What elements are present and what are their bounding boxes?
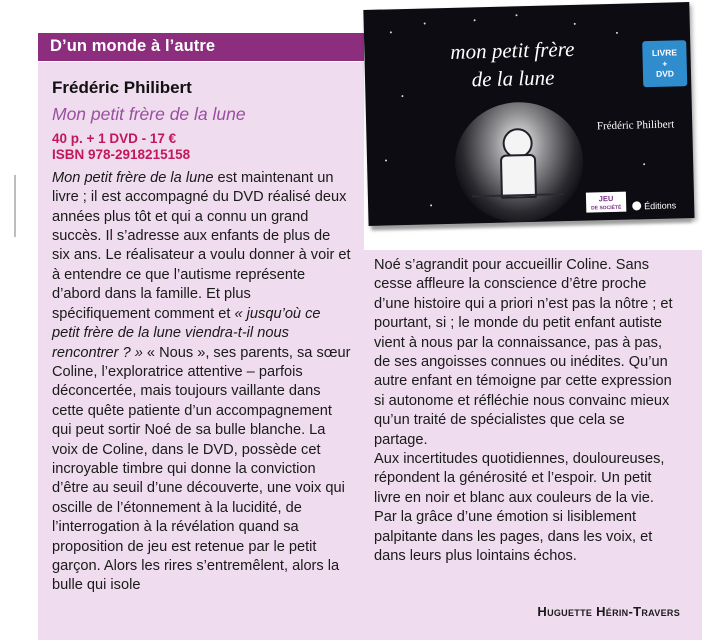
article-body-left bbox=[52, 169, 352, 596]
cover-title-line1: mon petit frère bbox=[450, 36, 575, 64]
cover-author: Frédéric Philibert bbox=[596, 118, 675, 133]
star-icon bbox=[430, 204, 432, 206]
badge-line-3: DVD bbox=[655, 68, 675, 80]
left-column bbox=[52, 78, 352, 596]
logo-jeu-line2: DE SOCIÉTÉ bbox=[591, 204, 622, 212]
star-icon bbox=[385, 159, 387, 161]
body-italic-title: Mon petit frère de la lune bbox=[52, 169, 214, 186]
cover-title bbox=[412, 34, 613, 96]
star-icon bbox=[574, 23, 576, 25]
cover-front bbox=[363, 2, 694, 226]
isbn-line: ISBN 978-2918215158 bbox=[52, 146, 191, 162]
publisher-logo-jeu bbox=[586, 192, 626, 213]
body-italic-quote: « jusqu’où ce petit frère de la lune viendra-t-il nous rencontrer ? » bbox=[52, 305, 321, 361]
right-column bbox=[374, 256, 680, 567]
section-header-label: D’un monde à l’autre bbox=[50, 37, 216, 55]
margin-rule bbox=[14, 175, 16, 237]
star-icon bbox=[616, 32, 618, 34]
editions-dot-icon bbox=[632, 201, 641, 210]
star-icon bbox=[401, 95, 403, 97]
star-icon bbox=[515, 14, 517, 16]
book-author: Frédéric Philibert bbox=[52, 78, 192, 97]
editions-label: Éditions bbox=[644, 200, 677, 212]
logo-jeu-line1: JEU bbox=[598, 193, 614, 204]
star-icon bbox=[390, 31, 392, 33]
cover-title-line2: de la lune bbox=[471, 65, 555, 92]
article-body-right-2: Aux incertitudes quotidiennes, douloureuses, répondent la générosité et l’espoir. Un petit livre en noir et blanc aux couleurs de la vie. Par la grâce d’une émotion si lisiblement palpitante dans les pages, dans les voix, et dans leurs plus lointains échos. bbox=[374, 451, 665, 565]
badge-line-2: + bbox=[662, 58, 668, 69]
body-text-2: « Nous », ses parents, sa sœur Coline, l’exploratrice attentive – parfois déconcertée, mais toujours vaillante dans cette quête patiente d’un accompagnement qui peut sortir Noé de sa bulle blanche. La voix de Coline, dans le DVD, possède cet incroyable timbre qui donne la conviction d’être au seuil d’une découverte, une voix qui oscille de l’étonnement à la lucidité, de l’interrogation à la révélation quand sa proposition de jeu est retenue par le petit garçon. Alors les rires s’entremêlent, alors la bulle qui isole bbox=[52, 344, 351, 594]
livre-plus-dvd-badge bbox=[642, 40, 687, 87]
price-line: 40 p. + 1 DVD - 17 € bbox=[52, 131, 177, 146]
body-text-1: est maintenant un livre ; il est accompagné du DVD réalisé deux années plus tôt et qui a connu un grand succès. Il s’adresse aux enfants de plus de six ans. Le réalisateur a voulu donner à voir et à entendre ce que l’autisme représente d’abord dans la famille. Et plus spécifiquement comment et bbox=[52, 169, 351, 322]
publisher-logo-editions bbox=[632, 200, 676, 211]
article-signature: Huguette Hérin-Travers bbox=[537, 604, 680, 619]
book-cover-image bbox=[363, 2, 694, 232]
book-title: Mon petit frère de la lune bbox=[52, 104, 246, 124]
article-body-right-1: Noé s’agrandit pour accueillir Coline. Sans cesse affleure la conscience d’être proche d’une histoire qui a priori n’est pas la nôtre ; et pourtant, si ; le monde du petit enfant autiste vient à nous par la connaissance, pas à pas, de ses angoisses connues ou inédites. Qu’un autre enfant en témoigne par cette expression si autonome et réfléchie nous convainc mieux qu’un traité de spécialistes que cela se partage. bbox=[374, 257, 673, 448]
section-header-bar bbox=[38, 33, 364, 61]
star-icon bbox=[474, 19, 476, 21]
star-icon bbox=[424, 22, 426, 24]
child-figure-body bbox=[500, 154, 537, 199]
badge-line-1: LIVRE bbox=[651, 47, 678, 58]
star-icon bbox=[643, 163, 645, 165]
